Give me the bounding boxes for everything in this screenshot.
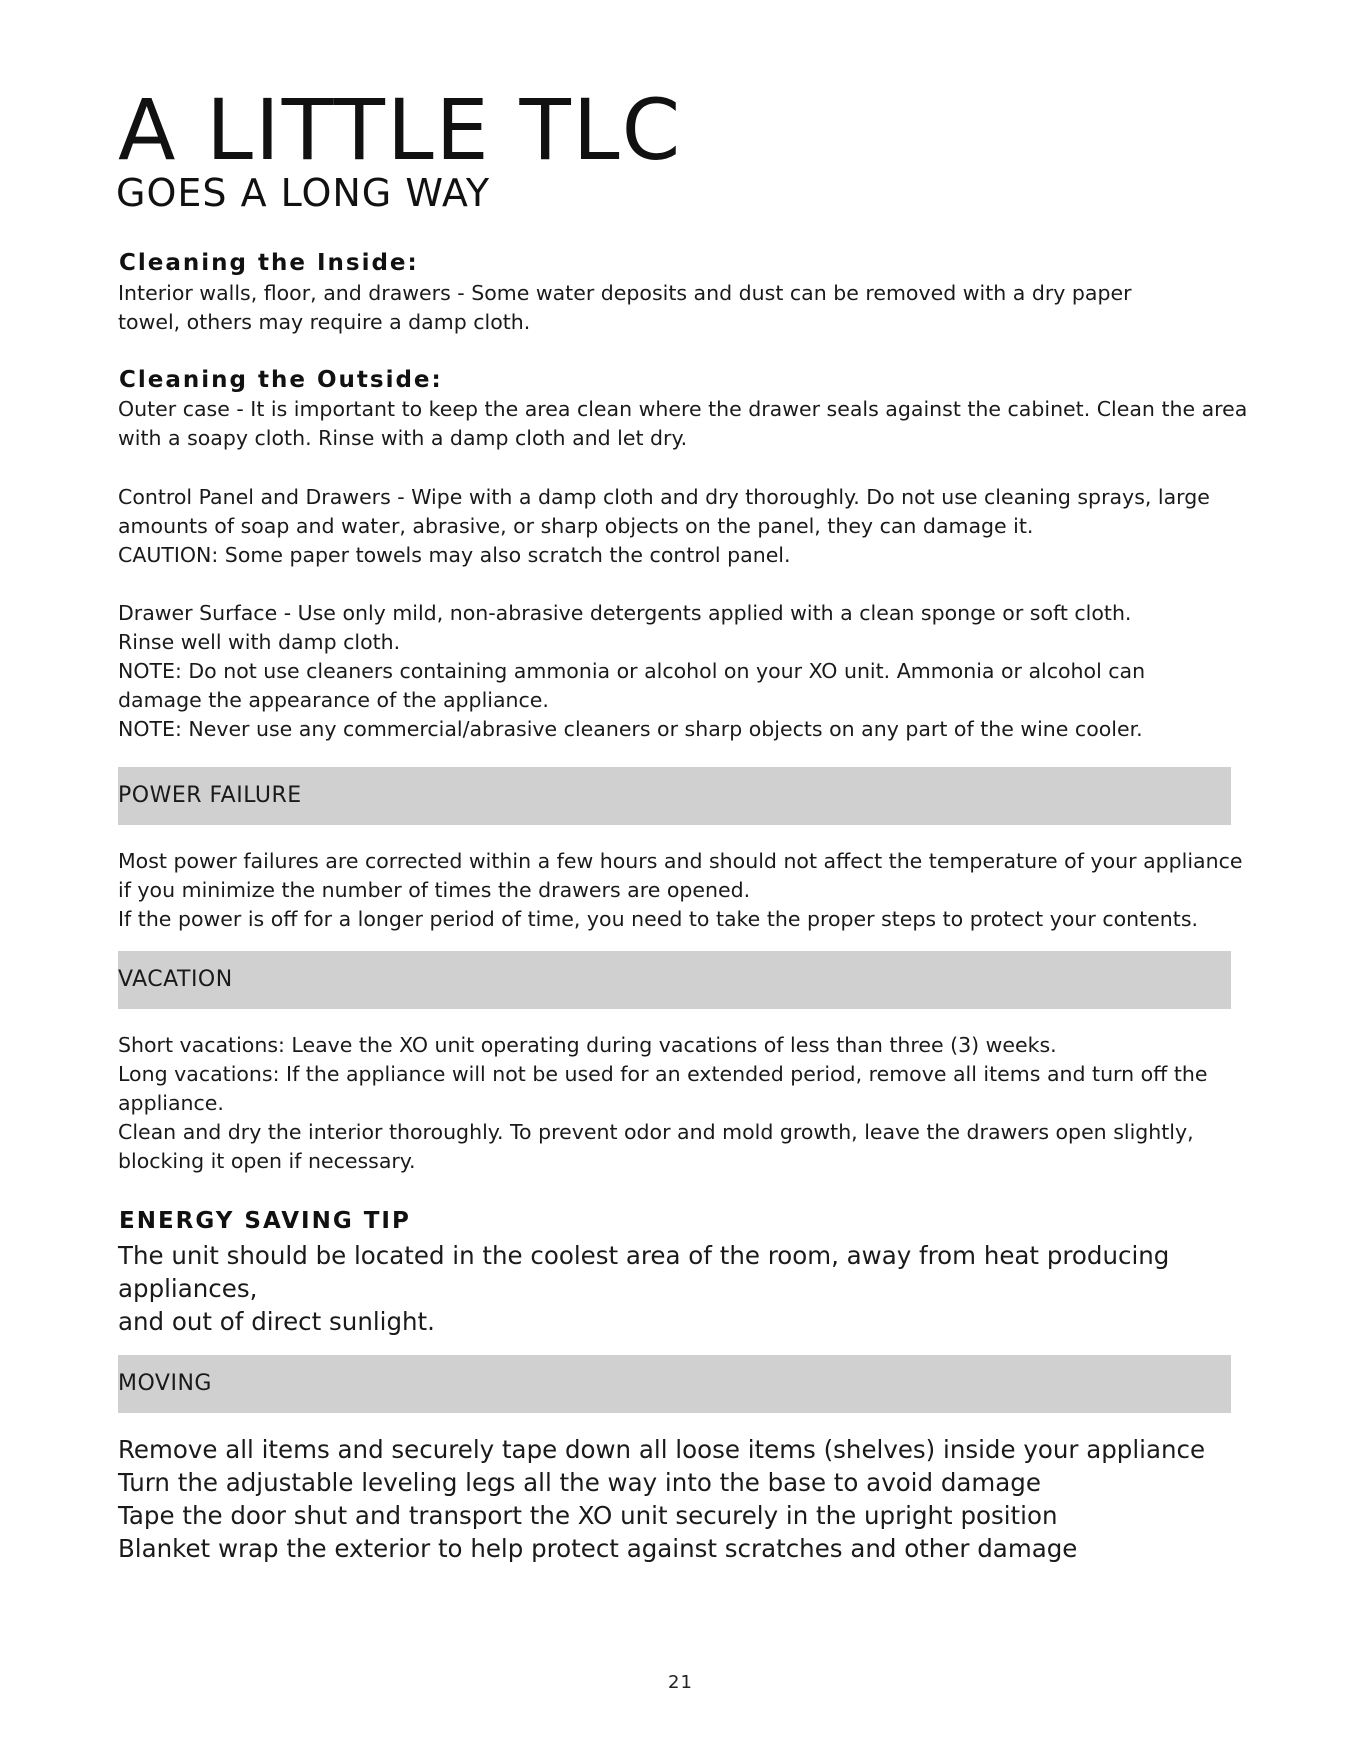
text-line: and out of direct sunlight. [118, 1307, 435, 1336]
text-line: damage the appearance of the appliance. [118, 688, 549, 712]
page-subtitle: GOES A LONG WAY [116, 171, 491, 215]
text-line: NOTE: Do not use cleaners containing ammonia or alcohol on your XO unit. Ammonia or alcohol can [118, 659, 1146, 683]
text-line: Most power failures are corrected within a few hours and should not affect the temperature of your appliance [118, 849, 1243, 873]
text-line: Short vacations: Leave the XO unit operating during vacations of less than three (3) weeks. [118, 1033, 1057, 1057]
text-line: Remove all items and securely tape down all loose items (shelves) inside your appliance [118, 1435, 1206, 1464]
text-line: appliance. [118, 1091, 224, 1115]
text-line: The unit should be located in the coolest area of the room, away from heat producing appliances, [118, 1241, 1170, 1303]
drawer-surface-text [118, 599, 1258, 744]
text-line: Tape the door shut and transport the XO unit securely in the upright position [118, 1501, 1058, 1530]
moving-text [118, 1433, 1258, 1565]
text-line: Rinse well with damp cloth. [118, 630, 401, 654]
energy-tip-text [118, 1239, 1258, 1338]
cleaning-outside-heading: Cleaning the Outside: [119, 367, 443, 393]
text-line: Control Panel and Drawers - Wipe with a damp cloth and dry thoroughly. Do not use cleaning sprays, large [118, 485, 1210, 509]
text-line: blocking it open if necessary. [118, 1149, 416, 1173]
text-line: Long vacations: If the appliance will not be used for an extended period, remove all items and turn off the [118, 1062, 1208, 1086]
text-line: Clean and dry the interior thoroughly. To prevent odor and mold growth, leave the drawers open slightly, [118, 1120, 1194, 1144]
text-line: CAUTION: Some paper towels may also scratch the control panel. [118, 543, 791, 567]
text-line: Outer case - It is important to keep the area clean where the drawer seals against the cabinet. Clean the area [118, 397, 1248, 421]
power-failure-heading: POWER FAILURE [118, 783, 302, 808]
power-failure-text [118, 847, 1258, 934]
text-line: If the power is off for a longer period of time, you need to take the proper steps to protect your contents. [118, 907, 1199, 931]
energy-tip-heading: ENERGY SAVING TIP [119, 1208, 411, 1234]
moving-heading: MOVING [118, 1371, 212, 1396]
vacation-banner [118, 951, 1231, 1009]
vacation-heading: VACATION [118, 967, 233, 992]
text-line: NOTE: Never use any commercial/abrasive cleaners or sharp objects on any part of the wine cooler. [118, 717, 1143, 741]
text-line: with a soapy cloth. Rinse with a damp cloth and let dry. [118, 426, 688, 450]
text-line: Turn the adjustable leveling legs all the way into the base to avoid damage [118, 1468, 1041, 1497]
power-failure-banner [118, 767, 1231, 825]
moving-banner [118, 1355, 1231, 1413]
text-line: if you minimize the number of times the drawers are opened. [118, 878, 751, 902]
outer-case-text [118, 395, 1258, 453]
cleaning-inside-heading: Cleaning the Inside: [119, 250, 419, 276]
page-number: 21 [668, 1672, 693, 1693]
page-title: A LITTLE TLC [118, 81, 683, 179]
vacation-text [118, 1031, 1258, 1176]
text-line: towel, others may require a damp cloth. [118, 310, 531, 334]
text-line: amounts of soap and water, abrasive, or sharp objects on the panel, they can damage it. [118, 514, 1034, 538]
cleaning-inside-text [118, 279, 1258, 337]
text-line: Interior walls, floor, and drawers - Some water deposits and dust can be removed with a dry paper [118, 281, 1132, 305]
text-line: Blanket wrap the exterior to help protect against scratches and other damage [118, 1534, 1078, 1563]
text-line: Drawer Surface - Use only mild, non-abrasive detergents applied with a clean sponge or soft cloth. [118, 601, 1132, 625]
control-panel-text [118, 483, 1258, 570]
